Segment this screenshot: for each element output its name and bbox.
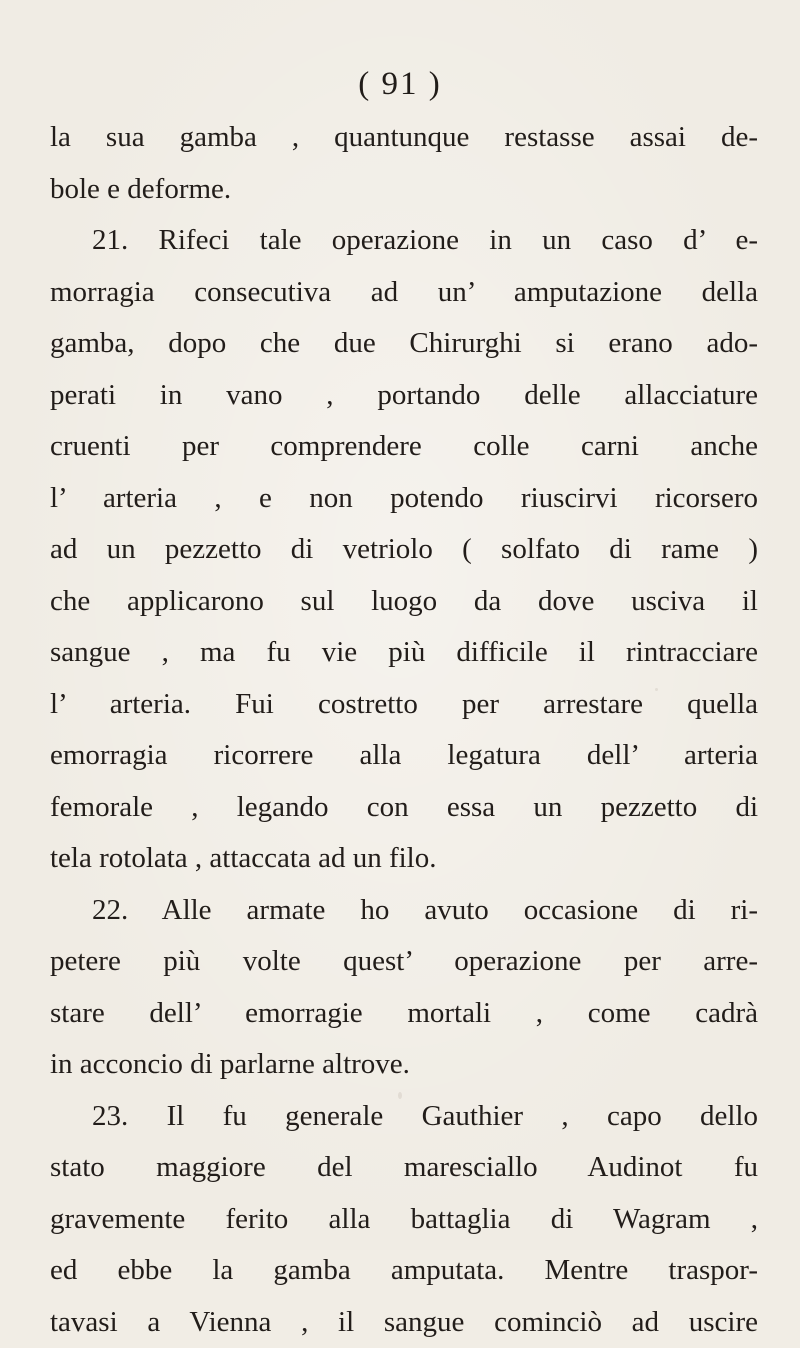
text-line: tavasi a Vienna , il sangue cominciò ad uscire <box>50 1297 758 1348</box>
text-line: cruenti per comprendere colle carni anche <box>50 421 758 473</box>
paragraph-21-start: 21. Rifeci tale operazione in un caso d’ e- <box>50 215 758 267</box>
text-line: gravemente ferito alla battaglia di Wagram , <box>50 1194 758 1246</box>
paragraph-23-start: 23. Il fu generale Gauthier , capo dello <box>50 1091 758 1143</box>
text-line: stare dell’ emorragie mortali , come cadrà <box>50 988 758 1040</box>
text-line: tela rotolata , attaccata ad un filo. <box>50 833 758 885</box>
page-number: ( 91 ) <box>0 66 800 103</box>
text-line: l’ arteria , e non potendo riuscirvi ricorsero <box>50 473 758 525</box>
text-line: sangue , ma fu vie più difficile il rintracciare <box>50 627 758 679</box>
text-line: ed ebbe la gamba amputata. Mentre traspor- <box>50 1245 758 1297</box>
text-line: l’ arteria. Fui costretto per arrestare quella <box>50 679 758 731</box>
text-line: che applicarono sul luogo da dove usciva il <box>50 576 758 628</box>
paragraph-22-start: 22. Alle armate ho avuto occasione di ri- <box>50 885 758 937</box>
body-text <box>50 112 758 1348</box>
text-line: ad un pezzetto di vetriolo ( solfato di rame ) <box>50 524 758 576</box>
paper-blemish <box>398 1092 402 1099</box>
paper-blemish <box>655 688 658 691</box>
text-line: petere più volte quest’ operazione per arre- <box>50 936 758 988</box>
text-line: perati in vano , portando delle allacciature <box>50 370 758 422</box>
text-line: gamba, dopo che due Chirurghi si erano ado- <box>50 318 758 370</box>
text-line: la sua gamba , quantunque restasse assai de- <box>50 112 758 164</box>
text-line: femorale , legando con essa un pezzetto di <box>50 782 758 834</box>
text-line: morragia consecutiva ad un’ amputazione della <box>50 267 758 319</box>
text-line: stato maggiore del maresciallo Audinot fu <box>50 1142 758 1194</box>
text-line: in acconcio di parlarne altrove. <box>50 1039 758 1091</box>
text-line: bole e deforme. <box>50 164 758 216</box>
text-line: emorragia ricorrere alla legatura dell’ arteria <box>50 730 758 782</box>
